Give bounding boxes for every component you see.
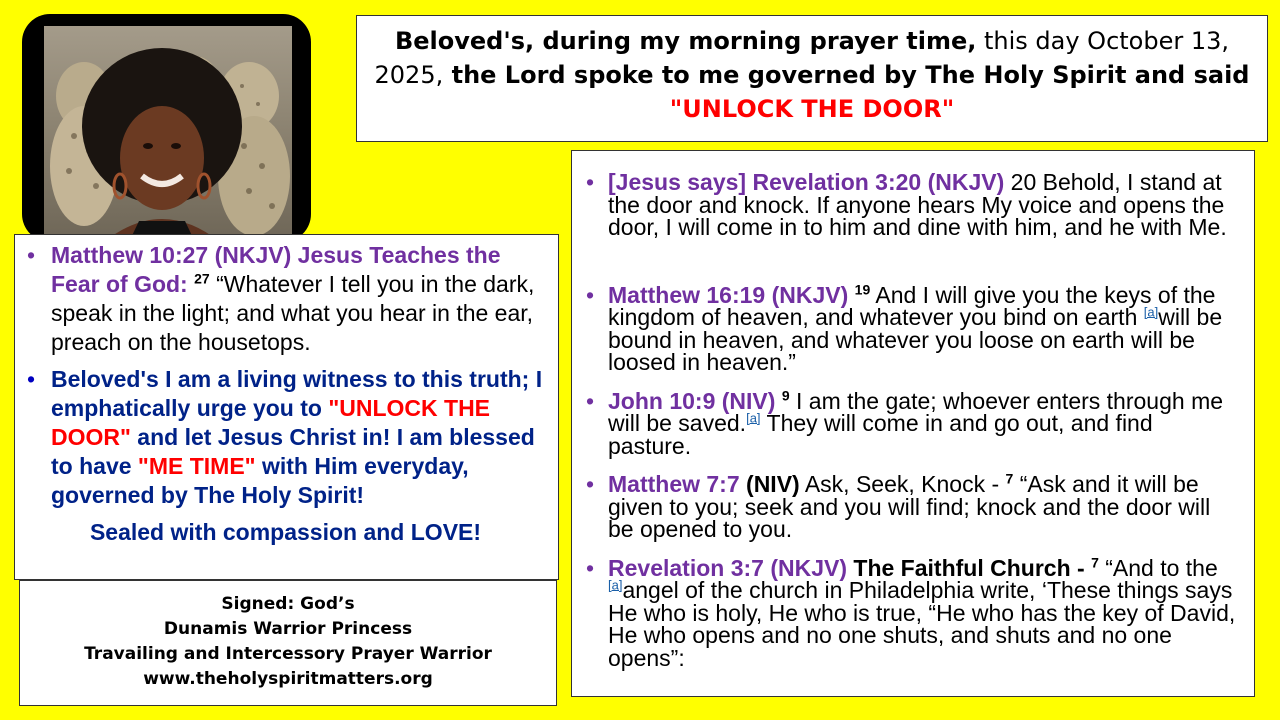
verse-ref: Matthew 7:7 [608, 471, 740, 497]
verse-text-cont: will be bound in heaven, and whatever you loose on earth will be loosed in heaven.” [608, 304, 1223, 375]
left-message-box [14, 234, 559, 580]
footnote-link[interactable]: [a] [608, 577, 623, 593]
signature-line-3: Travailing and Intercessory Prayer Warrior [84, 644, 492, 664]
scripture-list-box [571, 150, 1255, 697]
verse-text: “And to the [1098, 554, 1218, 581]
verse-text: I am the gate; whoever enters through me will be saved. [608, 387, 1224, 436]
verse-revelation-3-20 [586, 171, 1236, 239]
verse-text: 20 Behold, I stand at the door and knock. If anyone hears My voice and opens the door, I will come in to him and dine with him, and he with Me. [608, 169, 1227, 240]
verse-john-10-9 [586, 386, 1236, 459]
title-bold-2: the Lord spoke to me governed by The Holy Spirit and said [443, 61, 1250, 89]
verse-matthew-7-7 [586, 470, 1236, 542]
verse-number: 7 [1005, 470, 1014, 487]
verse-ref: Matthew 16:19 (NKJV) [608, 281, 849, 308]
verse-ref: Revelation 3:7 (NKJV) [608, 554, 848, 581]
sealed-line: Sealed with compassion and LOVE! [89, 519, 482, 545]
verse-text: And I will give you the keys of the kingdom of heaven, and whatever you bind on earth [608, 281, 1216, 330]
signature-box [19, 580, 557, 706]
left-verse-number: 27 [194, 270, 210, 287]
portrait-illustration [44, 26, 292, 242]
left-scripture-ref: Matthew 10:27 (NKJV) Jesus Teaches the Fear of God: [51, 242, 501, 297]
verse-text-cont: They will come in and go out, and find pasture. [608, 410, 1153, 459]
verse-ref: [Jesus says] Revelation 3:20 (NKJV) [608, 169, 1005, 195]
verse-text-cont: angel of the church in Philadelphia write, ‘These things says He who is holy, He who is true, “He who has the key of David, He who opens and no one shuts, and shuts and no one opens”: [608, 577, 1236, 671]
verse-heading: The Faithful Church - [847, 554, 1092, 581]
verse-matthew-16-19 [586, 280, 1236, 375]
witness-text-b: and let Jesus Christ in! I am blessed to have [51, 424, 535, 479]
title-red-phrase: "UNLOCK THE DOOR" [669, 95, 955, 123]
left-scripture-text: “Whatever I tell you in the dark, speak in the light; and what you hear in the ear, preach on the housetops. [51, 271, 535, 355]
verse-revelation-3-7 [586, 553, 1236, 671]
left-bullet-scripture [27, 241, 544, 357]
title-normal-1: this day October 13, 2025, [374, 27, 1230, 89]
verse-number: 7 [1091, 553, 1099, 570]
witness-red-metime: "ME TIME" [137, 453, 256, 479]
title-bold-1: Beloved's, during my morning prayer time, [394, 27, 977, 55]
verse-text: “Ask and it will be given to you; seek and you will find; knock and the door will be opened to you. [608, 471, 1211, 542]
witness-red-unlock: "UNLOCK THE DOOR" [51, 395, 491, 450]
website-url: www.theholyspiritmatters.org [143, 669, 433, 689]
signature-line-2: Dunamis Warrior Princess [163, 619, 413, 639]
witness-text-a: Beloved's I am a living witness to this truth; I emphatically urge you to [51, 366, 543, 421]
announcement-title [356, 15, 1268, 142]
left-bullet-witness [27, 365, 544, 510]
verse-version: (NIV) [739, 471, 800, 497]
witness-text-c: with Him everyday, governed by The Holy Spirit! [51, 453, 469, 508]
verse-heading: Ask, Seek, Knock - [799, 471, 1006, 497]
signature-line-1: Signed: God’s [221, 594, 355, 614]
portrait-photo [22, 14, 311, 242]
verse-number: 9 [781, 386, 790, 403]
verse-ref: John 10:9 (NIV) [608, 387, 776, 414]
portrait-image [44, 26, 292, 242]
verse-number: 19 [854, 280, 871, 297]
footnote-link[interactable]: [a] [746, 410, 761, 426]
footnote-link[interactable]: [a] [1143, 304, 1159, 320]
